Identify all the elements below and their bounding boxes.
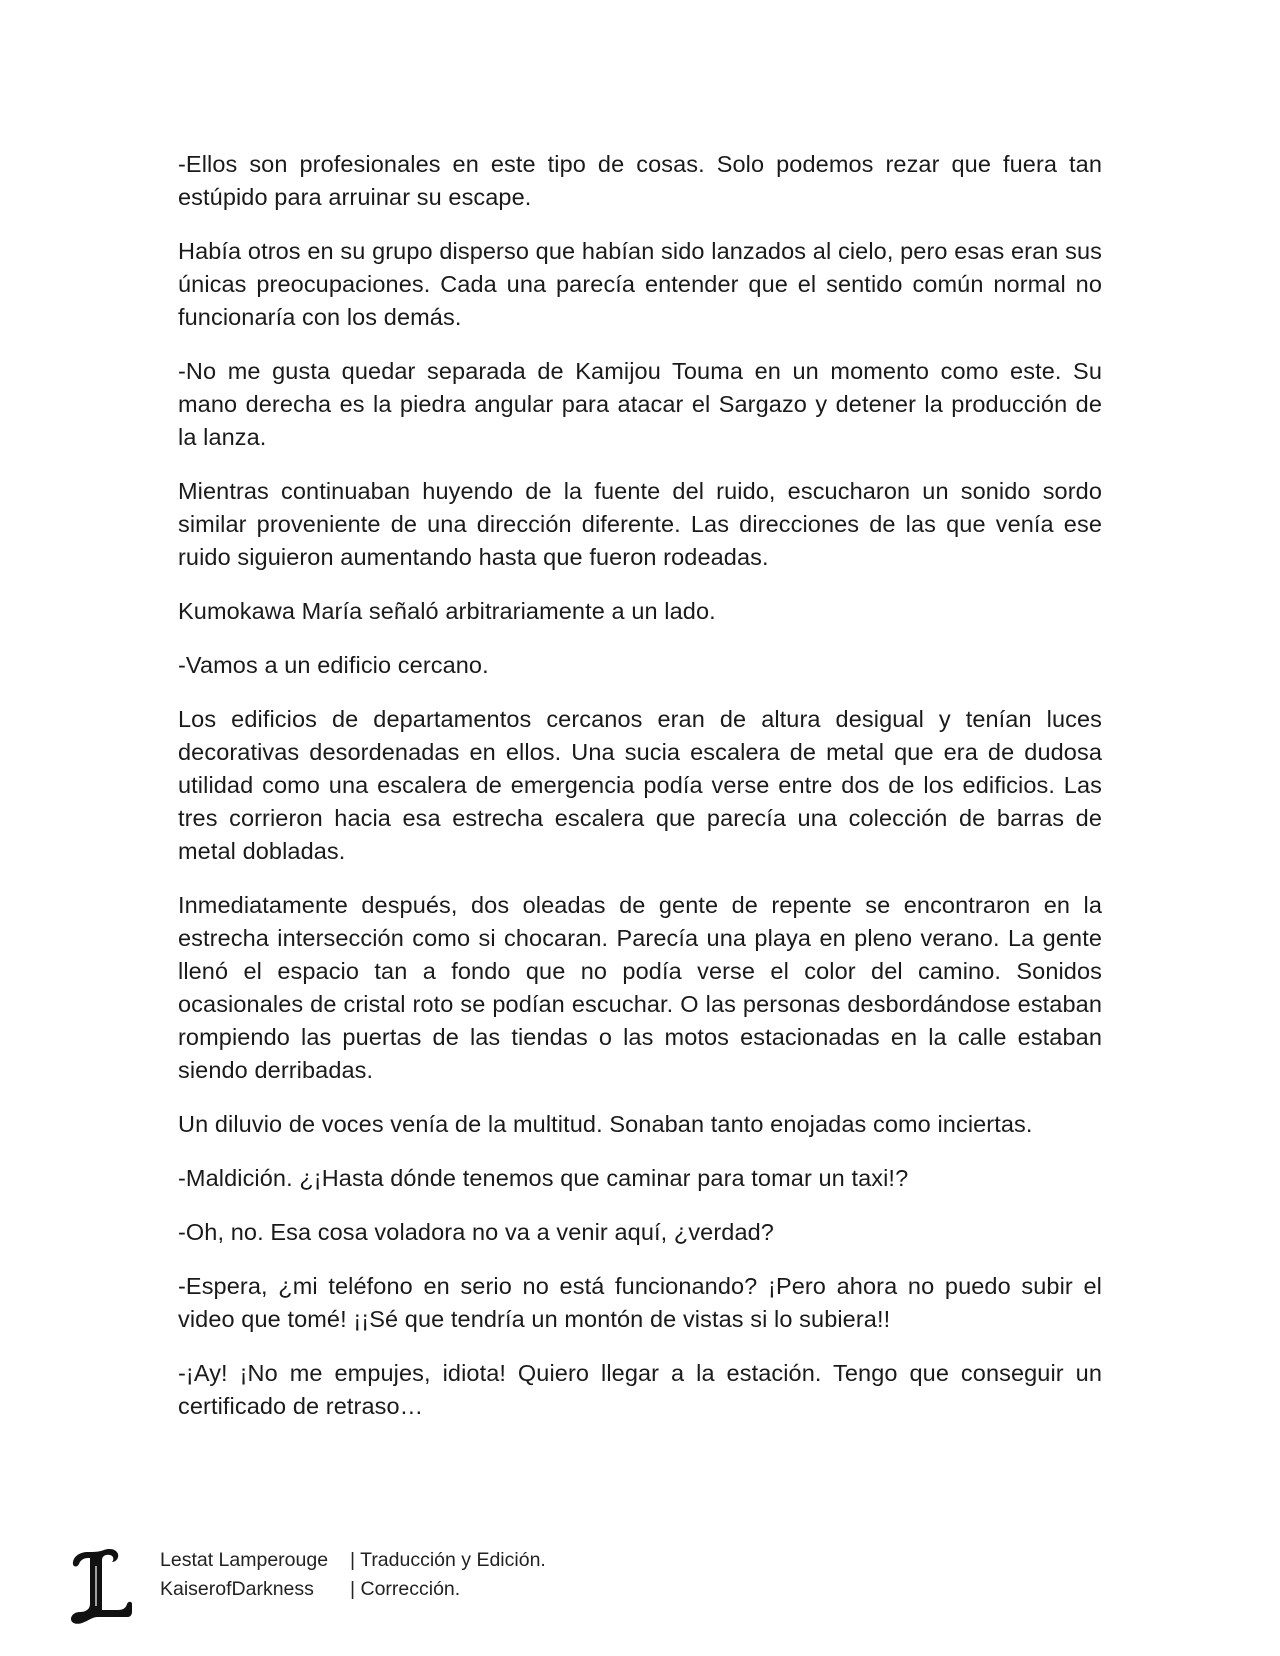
credit-role: | Corrección. bbox=[350, 1578, 461, 1600]
paragraph-12: -Espera, ¿mi teléfono en serio no está funcionando? ¡Pero ahora no puedo subir el video que tomé! ¡¡Sé que tendría un montón de vistas si lo subiera!! bbox=[178, 1273, 1102, 1332]
credit-role: | Traducción y Edición. bbox=[350, 1549, 546, 1571]
page-body bbox=[178, 148, 1102, 1444]
paragraph-13: -¡Ay! ¡No me empujes, idiota! Quiero llegar a la estación. Tengo que conseguir un certificado de retraso… bbox=[178, 1360, 1102, 1419]
paragraph-6: -Vamos a un edificio cercano. bbox=[178, 652, 489, 678]
page-footer bbox=[66, 1546, 766, 1626]
paragraph-1: -Ellos son profesionales en este tipo de cosas. Solo podemos rezar que fuera tan estúpido para arruinar su escape. bbox=[178, 151, 1102, 210]
credit-line-correction bbox=[160, 1575, 546, 1604]
paragraph-7: Los edificios de departamentos cercanos eran de altura desigual y tenían luces decorativas desordenadas en ellos. Una sucia escalera de metal que era de dudosa utilidad como una escalera de emergencia podía verse entre dos de los edificios. Las tres corrieron hacia esa estrecha escalera que parecía una colección de barras de metal dobladas. bbox=[178, 706, 1102, 864]
paragraph-11: -Oh, no. Esa cosa voladora no va a venir aquí, ¿verdad? bbox=[178, 1219, 774, 1245]
paragraph-5: Kumokawa María señaló arbitrariamente a un lado. bbox=[178, 598, 716, 624]
gothic-letter-l-icon bbox=[66, 1546, 136, 1626]
credit-name: KaiserofDarkness bbox=[160, 1578, 314, 1600]
credit-name: Lestat Lamperouge bbox=[160, 1549, 329, 1571]
credit-line-translation bbox=[160, 1546, 546, 1575]
paragraph-9: Un diluvio de voces venía de la multitud. Sonaban tanto enojadas como inciertas. bbox=[178, 1111, 1033, 1137]
footer-credits bbox=[160, 1546, 546, 1604]
paragraph-8: Inmediatamente después, dos oleadas de gente de repente se encontraron en la estrecha intersección como si chocaran. Parecía una playa en pleno verano. La gente llenó el espacio tan a fondo que no podía verse el color del camino. Sonidos ocasionales de cristal roto se podían escuchar. O las personas desbordándose estaban rompiendo las puertas de las tiendas o las motos estacionadas en la calle estaban siendo derribadas. bbox=[178, 892, 1102, 1083]
paragraph-4: Mientras continuaban huyendo de la fuente del ruido, escucharon un sonido sordo similar proveniente de una dirección diferente. Las direcciones de las que venía ese ruido siguieron aumentando hasta que fueron rodeadas. bbox=[178, 478, 1102, 570]
paragraph-3: -No me gusta quedar separada de Kamijou Touma en un momento como este. Su mano derecha es la piedra angular para atacar el Sargazo y detener la producción de la lanza. bbox=[178, 358, 1102, 450]
paragraph-10: -Maldición. ¿¡Hasta dónde tenemos que caminar para tomar un taxi!? bbox=[178, 1165, 909, 1191]
paragraph-2: Había otros en su grupo disperso que habían sido lanzados al cielo, pero esas eran sus únicas preocupaciones. Cada una parecía entender que el sentido común normal no funcionaría con los demás. bbox=[178, 238, 1102, 330]
